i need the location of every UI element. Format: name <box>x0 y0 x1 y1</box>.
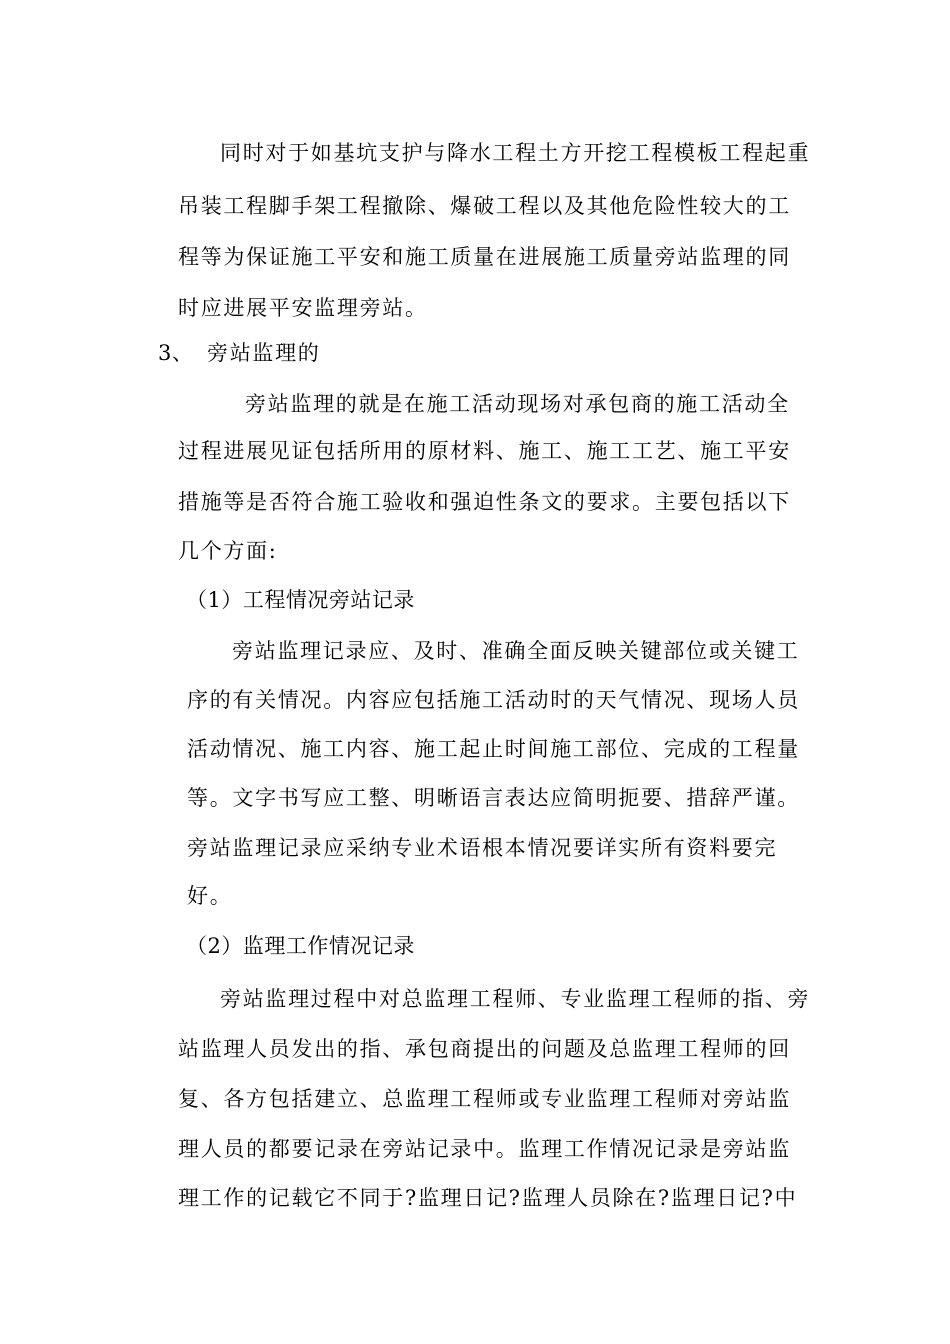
text-line: 时应进展平安监理旁站。 <box>178 296 428 320</box>
text-line: 理工作的记载它不同于?监理日记?监理人员除在?监理日记?中 <box>178 1186 798 1210</box>
text-line: 等。文字书写应工整、明晰语言表达应简明扼要、措辞严谨。 <box>187 786 800 810</box>
text-line: 同时对于如基坑支护与降水工程土方开挖工程模板工程起重 <box>220 141 811 165</box>
item-title: （1）工程情况旁站记录 <box>186 588 415 612</box>
text-line: 吊装工程脚手架工程撤除、爆破工程以及其他危险性较大的工 <box>178 194 791 218</box>
text-line: 好。 <box>187 884 233 908</box>
text-line: 旁站监理的就是在施工活动现场对承包商的施工活动全 <box>245 392 790 416</box>
text-line: 复、各方包括建立、总监理工程师或专业监理工程师对旁站监 <box>178 1087 791 1111</box>
text-line: 旁站监理记录应、及时、准确全面反映关键部位或关键工 <box>232 639 800 663</box>
text-line: 理人员的都要记录在旁站记录中。监理工作情况记录是旁站监 <box>178 1137 791 1161</box>
text-line: 站监理人员发出的指、承包商提出的问题及总监理工程师的回 <box>178 1037 791 1061</box>
text-line: 措施等是否符合施工验收和强迫性条文的要求。主要包括以下 <box>178 490 791 514</box>
text-line: 序的有关情况。内容应包括施工活动时的天气情况、现场人员 <box>187 688 800 712</box>
section-title: 旁站监理的 <box>207 341 321 365</box>
section-number: 3、 <box>158 341 194 365</box>
item-title: （2）监理工作情况记录 <box>186 934 415 958</box>
text-line: 几个方面: <box>178 539 278 563</box>
text-line: 旁站监理过程中对总监理工程师、专业监理工程师的指、旁 <box>220 987 811 1011</box>
text-line: 过程进展见证包括所用的原材料、施工、施工工艺、施工平安 <box>178 439 791 463</box>
text-line: 旁站监理记录应采纳专业术语根本情况要详实所有资料要完 <box>187 836 778 860</box>
text-line: 活动情况、施工内容、施工起止时间施工部位、完成的工程量 <box>187 737 800 761</box>
text-line: 程等为保证施工平安和施工质量在进展施工质量旁站监理的同 <box>178 245 791 269</box>
